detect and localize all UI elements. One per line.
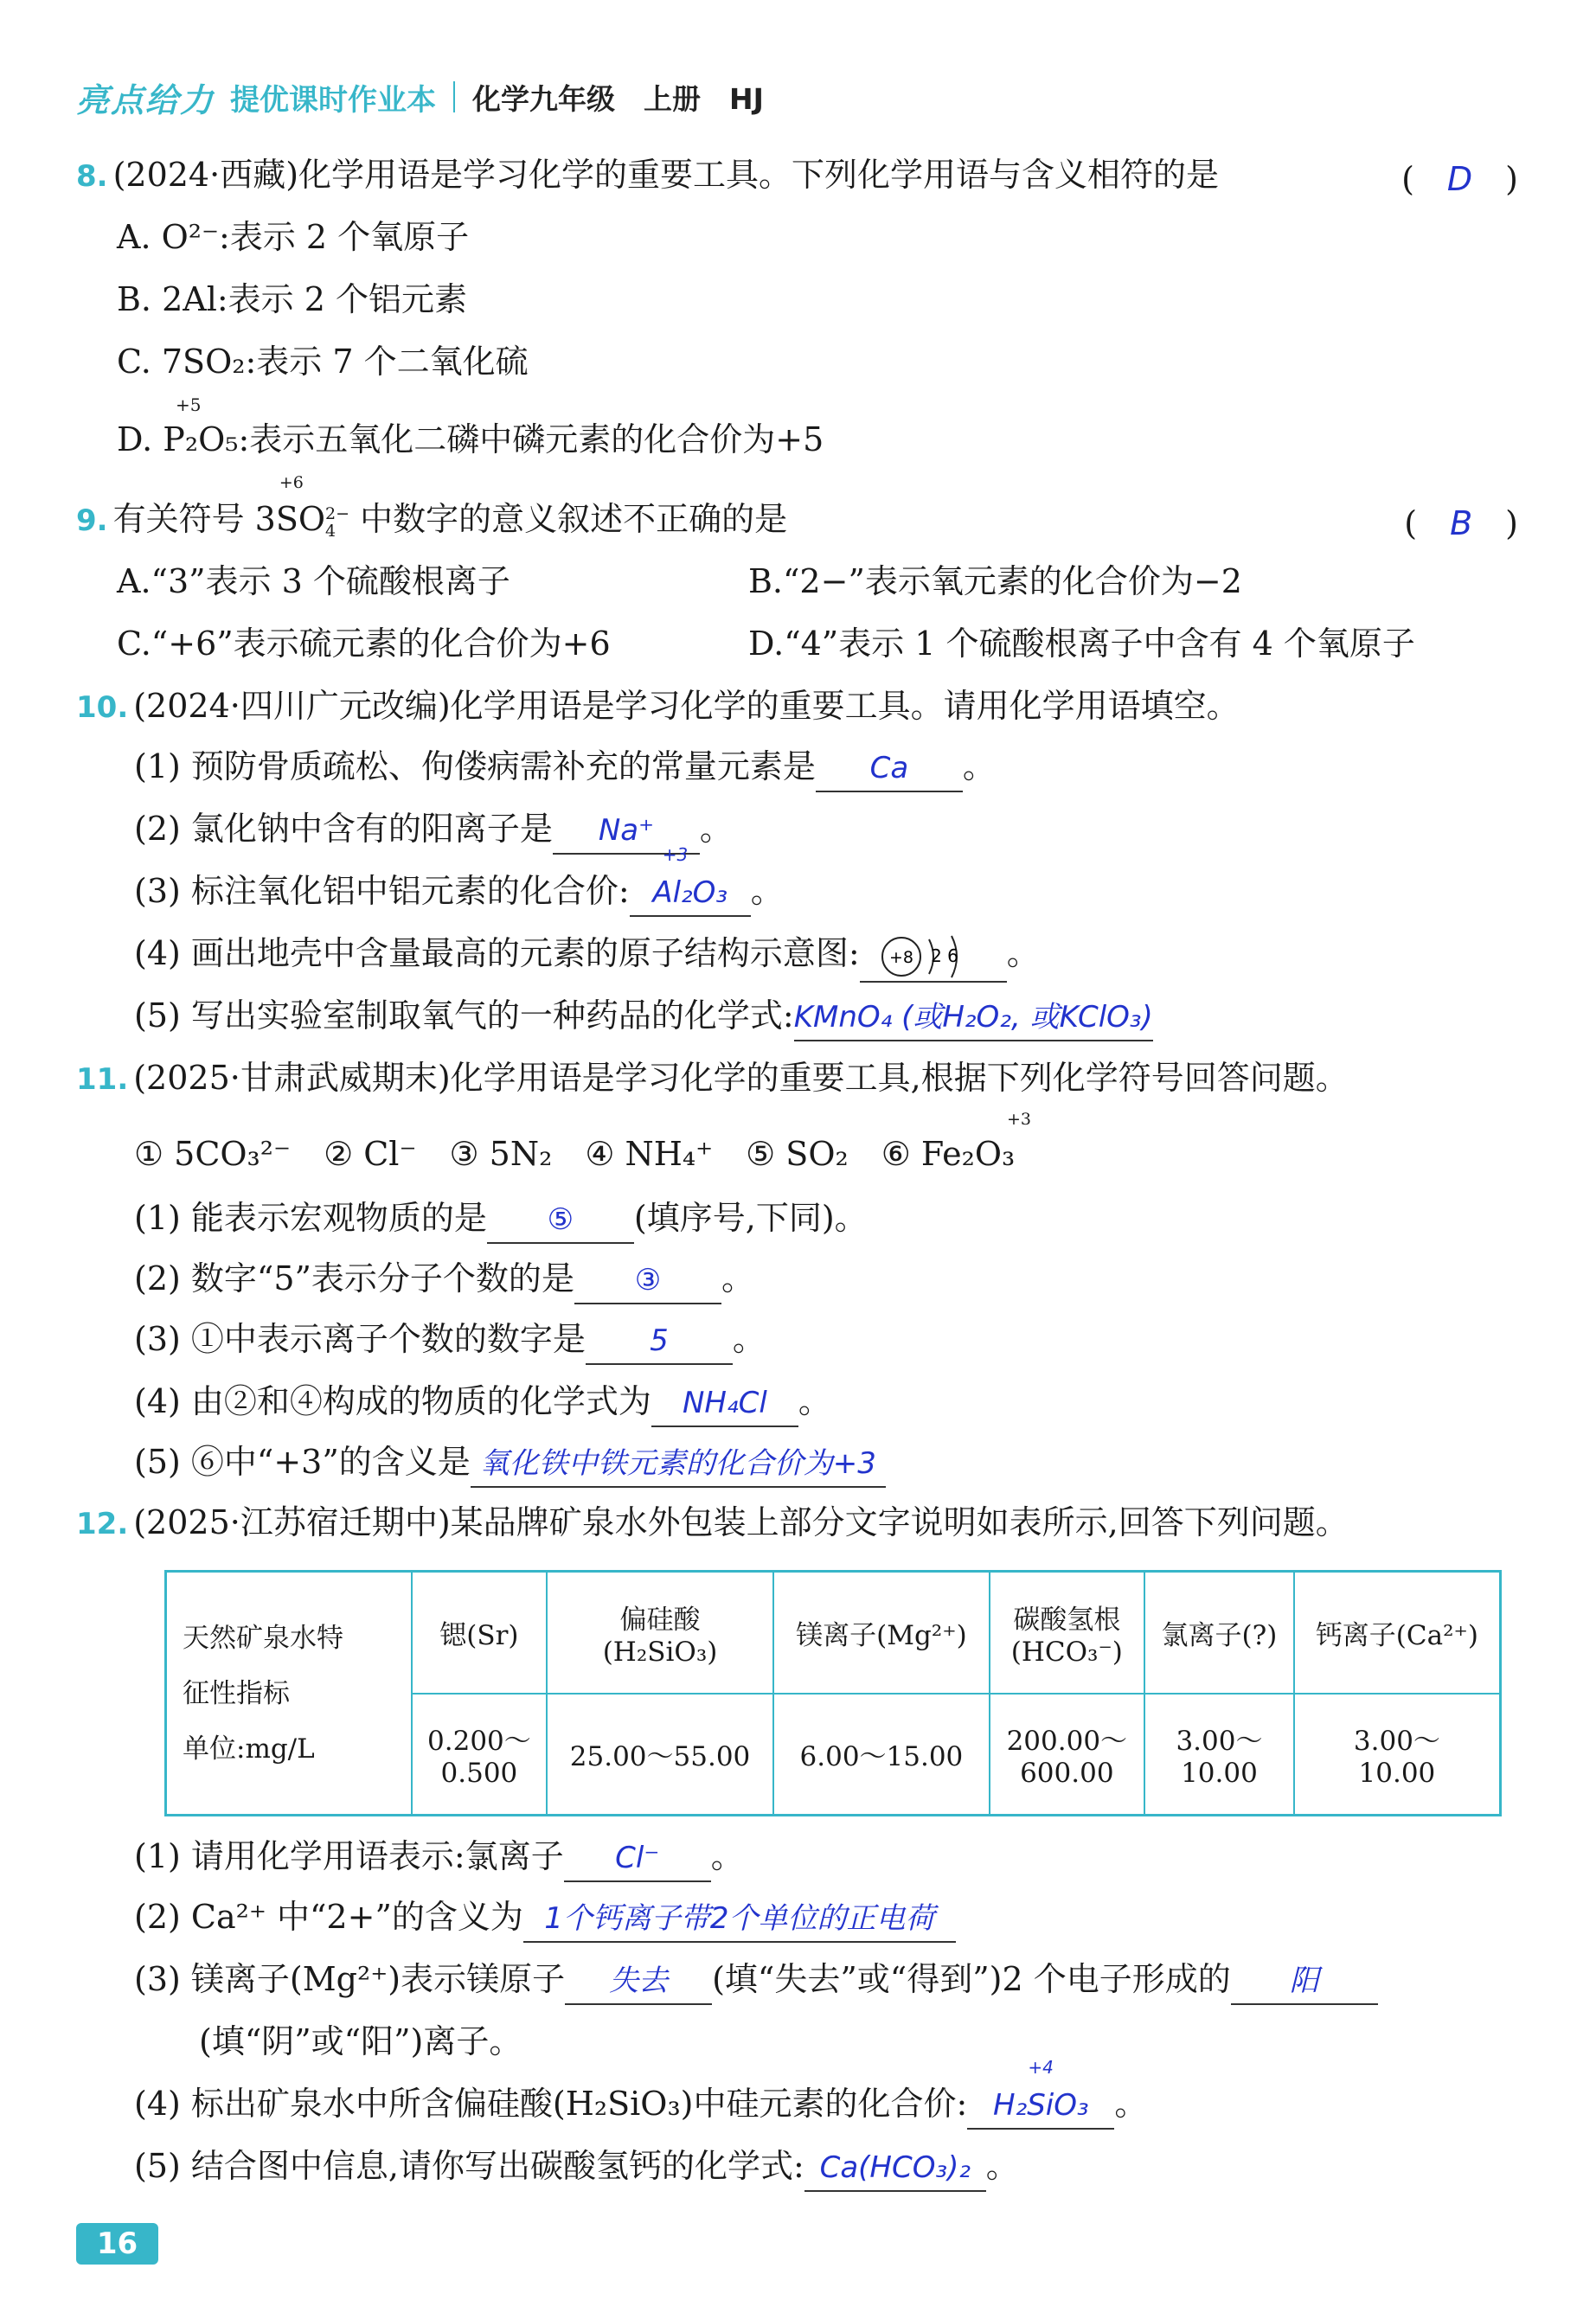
header-line: (HCO₃⁻) [1010,1636,1123,1668]
question-11 [76,1055,1349,1102]
question-stem-tail: 中数字的意义叙述不正确的是 [349,500,788,538]
subquestion-10-2 [134,806,733,855]
atom-structure-diagram [877,932,990,981]
valence-mark: +5 [176,394,202,415]
value-line: 200.00～ [1006,1726,1128,1758]
answer-text: Ca [869,751,909,785]
subquestion-text: (5) 写出实验室制取氧气的一种药品的化学式: [134,996,794,1035]
subquestion-10-1 [134,744,996,792]
ion-charge: 2− [325,503,350,523]
answer-blank [523,1894,956,1943]
option-c: C.“+6”表示硫元素的化合价为+6 [117,625,611,663]
question-12 [76,1500,1349,1547]
subquestion-text: (3) 标注氧化铝中铝元素的化合价: [134,872,630,910]
answer-text: NH₄Cl [683,1386,767,1420]
option-b: B.“2−”表示氧元素的化合价为−2 [748,562,1242,600]
page-header [76,71,764,123]
period: 。 [732,1320,766,1358]
subquestion-11-1 [134,1195,868,1244]
answer-text: 失去 [609,1964,669,1998]
header-metasilicic-acid [547,1572,773,1694]
ion-symbol: SO [275,500,326,538]
subquestion-10-4 [134,931,1040,983]
ion-subscript: 4 [325,521,337,541]
answer-choice: D [1446,160,1473,198]
header-bicarbonate [990,1572,1145,1694]
answer-blank [816,744,963,792]
answer-blank [471,1439,886,1488]
option-a: A.“3”表示 3 个硫酸根离子 [117,562,510,600]
subquestion-text: (1) 能表示宏观物质的是 [134,1199,487,1237]
header-calcium-ion: 钙离子(Ca²⁺) [1294,1572,1501,1694]
answer-text: 氧化铁中铁元素的化合价为+3 [479,1446,876,1481]
period: 。 [1006,934,1040,972]
answer-blank [651,1379,798,1427]
answer-blank [860,931,1007,983]
subquestion-10-5 [134,993,1153,1041]
value-line: 0.200～ [427,1726,531,1758]
subquestion-12-3 [134,1957,1378,2005]
header-divider [453,81,455,112]
question-stem: 有关符号 3 [112,500,276,538]
subquestion-11-2 [134,1256,754,1304]
answer-text: 5 [650,1323,669,1358]
subquestion-text: (2) 氯化钠中含有的阳离子是 [134,810,553,848]
period: 。 [699,810,733,848]
question-stem: (2025·甘肃武威期末)化学用语是学习化学的重要工具,根据下列化学符号回答问题。 [133,1059,1349,1097]
subquestion-11-4 [134,1379,831,1427]
question-number: 12. [76,1507,129,1541]
subquestion-text: (3) ①中表示离子个数的数字是 [134,1320,586,1358]
answer-text: ⑤ [547,1202,574,1237]
value-strontium [412,1694,547,1816]
question-8 [76,152,1219,199]
answer-blank [967,2057,1114,2130]
answer-bracket: ( D ) [1401,160,1518,198]
subquestion-text: (4) 画出地壳中含量最高的元素的原子结构示意图: [134,934,860,972]
period: 。 [985,2147,1019,2185]
value-line: 600.00 [1020,1758,1114,1790]
question-number: 8. [76,159,108,194]
valence-mark: +3 [662,844,689,865]
answer-blank [630,844,751,917]
option-b: B. 2Al:表示 2 个铝元素 [117,280,467,318]
subquestion-text: (2) Ca²⁺ 中“2+”的含义为 [134,1898,523,1936]
answer-text: Cl⁻ [615,1841,660,1875]
value-line: 10.00 [1181,1758,1258,1790]
question-number: 10. [76,690,129,725]
header-line: 碳酸氢根 [1013,1604,1121,1636]
chemical-symbol-list: ① 5CO₃²⁻ ② Cl⁻ ③ 5N₂ ④ NH₄⁺ ⑤ SO₂ ⑥ Fe₂O₃ [134,1135,1016,1173]
question-stem: (2025·江苏宿迁期中)某品牌矿泉水外包装上部分文字说明如表所示,回答下列问题。 [133,1503,1349,1541]
answer-text: KMnO₄ (或H₂O₂, 或KClO₃) [793,1000,1153,1035]
answer-blank [565,1957,712,2005]
question-stem: (2024·西藏)化学用语是学习化学的重要工具。下列化学用语与含义相符的是 [112,156,1220,194]
period: 。 [1114,2085,1148,2123]
subquestion-tail: (填序号,下同)。 [633,1199,868,1237]
answer-blank [1231,1957,1378,2005]
answer-text: 阳 [1289,1964,1319,1998]
table-row-header [166,1572,413,1816]
value-line: 3.00～ [1176,1726,1263,1758]
answer-text: ③ [634,1263,662,1297]
answer-blank [564,1834,711,1882]
option-d: D.“4”表示 1 个硫酸根离子中含有 4 个氧原子 [748,625,1415,663]
value-calcium-ion [1294,1694,1501,1816]
answer-text: Ca(HCO₃)₂ [819,2150,971,2185]
value-line: 10.00 [1358,1758,1436,1790]
valence-mark: +6 [279,473,304,492]
value-metasilicic-acid: 25.00～55.00 [547,1694,773,1816]
answer-blank [487,1195,634,1244]
answer-blank [574,1256,721,1304]
electron-shells-label: 2 6 [930,945,958,966]
answer-bracket: ( B ) [1404,504,1518,542]
subquestion-text: (2) 数字“5”表示分子个数的是 [134,1259,574,1297]
subquestion-12-2 [134,1894,956,1943]
question-9 [76,473,788,543]
subquestion-10-3 [134,844,784,917]
option-a: A. O²⁻:表示 2 个氧原子 [117,218,470,256]
subquestion-text: (4) 由②和④构成的物质的化学式为 [134,1382,651,1420]
subquestion-text: (4) 标出矿泉水中所含偏硅酸(H₂SiO₃)中硅元素的化合价: [134,2085,968,2123]
subquestion-12-3-tail: (填“阴”或“阳”)离子。 [199,2022,522,2060]
answer-text: 1个钙离子带2个单位的正电荷 [544,1901,935,1936]
header-line: (H₂SiO₃) [602,1636,718,1668]
subquestion-11-5 [134,1439,886,1488]
question-number: 9. [76,503,108,538]
header-chloride-ion: 氯离子(?) [1144,1572,1294,1694]
answer-text: H₂SiO₃ [993,2088,1089,2123]
answer-text: Al₂O₃ [652,875,728,910]
question-10 [76,683,1240,730]
answer-text: Na⁺ [598,813,655,848]
value-line: 0.500 [440,1758,518,1790]
brand-logo: 亮点给力 [76,80,215,119]
option-c: C. 7SO₂:表示 7 个二氧化硫 [117,343,529,381]
subquestion-text: (5) 结合图中信息,请你写出碳酸氢钙的化学式: [134,2147,804,2185]
option-d: D. P₂O₅:表示五氧化二磷中磷元素的化合价为+5 [117,420,824,458]
header-magnesium-ion: 镁离子(Mg²⁺) [773,1572,989,1694]
question-number: 11. [76,1062,129,1097]
period: 。 [721,1259,754,1297]
row-header-line: 单位:mg/L [183,1733,315,1765]
value-magnesium-ion: 6.00～15.00 [773,1694,989,1816]
period: 。 [798,1382,831,1420]
subquestion-text: (1) 请用化学用语表示:氯离子 [134,1837,564,1875]
period: 。 [750,872,784,910]
subquestion-12-5 [134,2143,1019,2192]
row-header-line: 天然矿泉水特 [183,1622,343,1654]
value-chloride-ion [1144,1694,1294,1816]
header-line: 偏硅酸 [619,1604,701,1636]
subquestion-text: (5) ⑥中“+3”的含义是 [134,1443,471,1481]
nucleus-label: +8 [888,947,913,967]
value-line: 3.00～ [1353,1726,1440,1758]
subquestion-11-3 [134,1317,766,1365]
question-stem: (2024·四川广元改编)化学用语是学习化学的重要工具。请用化学用语填空。 [133,687,1240,725]
answer-choice: B [1450,504,1473,542]
value-bicarbonate [990,1694,1145,1816]
mineral-water-table [164,1570,1502,1816]
subquestion-12-4 [134,2057,1148,2130]
book-title: 化学九年级 上册 HJ [472,81,764,116]
page-number: 16 [76,2223,158,2265]
period: 。 [962,747,996,785]
answer-blank [804,2143,986,2192]
answer-blank [794,993,1153,1041]
row-header-line: 征性指标 [183,1677,290,1709]
answer-blank [586,1317,733,1365]
subquestion-text: (填“失去”或“得到”)2 个电子形成的 [712,1960,1231,1998]
valence-mark: +3 [1007,1110,1032,1129]
header-strontium: 锶(Sr) [412,1572,547,1694]
subquestion-text: (1) 预防骨质疏松、佝偻病需补充的常量元素是 [134,747,816,785]
valence-mark: +4 [1028,2057,1054,2078]
series-title: 提优课时作业本 [230,82,437,118]
period: 。 [710,1837,744,1875]
subquestion-text: (3) 镁离子(Mg²⁺)表示镁原子 [134,1960,566,1998]
subquestion-12-1 [134,1834,744,1882]
